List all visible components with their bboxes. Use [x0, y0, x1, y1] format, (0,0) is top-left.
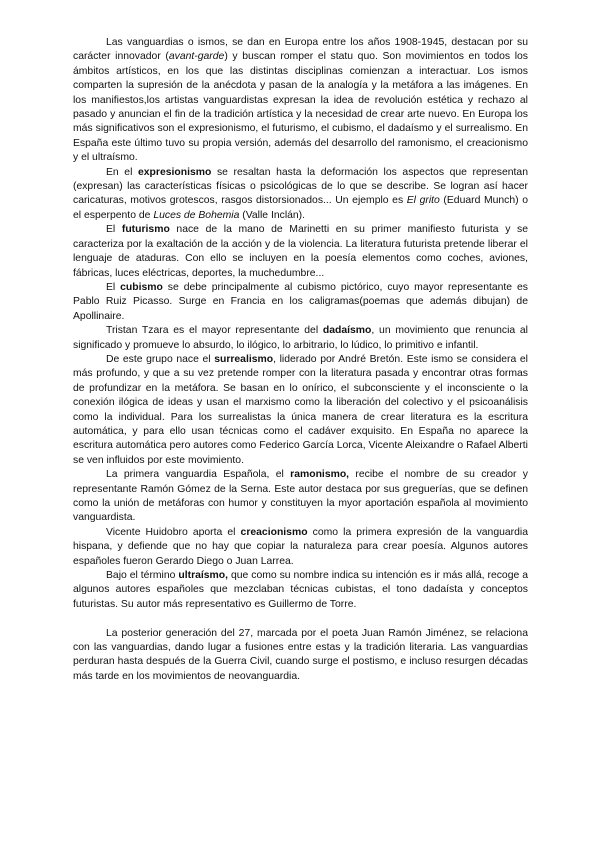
- italic-title: El grito: [406, 195, 440, 207]
- paragraph-ramonismo: [73, 468, 528, 526]
- text-span: , un movimiento que renuncia al significado y promueve lo absurdo, lo ilógico, lo arbitrario, lo lúdico, lo primitivo e infantil.: [73, 325, 528, 351]
- term-expresionismo: expresionismo: [138, 166, 212, 178]
- term-ultraismo: ultraísmo,: [178, 570, 229, 582]
- term-surrealismo: surrealismo: [214, 353, 274, 365]
- text-span: Tristan Tzara es el mayor representante del: [106, 325, 323, 337]
- text-span: La posterior generación del 27, marcada por el poeta Juan Ramón Jiménez, se relaciona con las vanguardias, dando lugar a fusiones entre estas y la tradición literaria. Las vanguardias perduran hasta después de la Guerra Civil, cuando surge el postismo, e incluso resurgen décadas más tarde en los movimientos de neovanguardia.: [73, 627, 528, 682]
- term-ramonismo: ramonismo,: [290, 469, 350, 481]
- document-page: [73, 36, 528, 684]
- paragraph-creacionismo: [73, 526, 528, 569]
- text-span: como la primera expresión de la vanguardia hispana, y defiende que no hay que copiar la naturaleza para crear poesía. Algunos autores españoles fueron Gerardo Diego o Juan Larrea.: [73, 526, 528, 567]
- text-span: (Valle Inclán).: [239, 209, 306, 221]
- text-span: En el: [106, 166, 138, 178]
- italic-term: avant-garde: [168, 51, 225, 63]
- paragraph-futurismo: [73, 223, 528, 281]
- paragraph-expresionismo: [73, 166, 528, 224]
- term-cubismo: cubismo: [120, 281, 163, 293]
- text-span: La primera vanguardia Española, el: [106, 469, 291, 481]
- text-span: nace de la mano de Marinetti en su primer manifiesto futurista y se caracteriza por la exaltación de la acción y de la violencia. La literatura futurista pretende liberar el lenguaje de ataduras. Con ello se incluyen en la poesía elementos como coches, aviones, fábricas, luces eléctricas, deportes, la muchedumbre...: [73, 224, 528, 279]
- paragraph-intro: [73, 36, 528, 166]
- term-futurismo: futurismo: [121, 224, 170, 236]
- paragraph-ultraismo: [73, 569, 528, 612]
- text-span: De este grupo nace el: [106, 353, 215, 365]
- paragraph-generacion-27: [73, 627, 528, 685]
- paragraph-surrealismo: [73, 353, 528, 468]
- term-creacionismo: creacionismo: [240, 526, 308, 538]
- italic-title: Luces de Bohemia: [153, 209, 240, 221]
- term-dadaismo: dadaísmo: [322, 325, 372, 337]
- paragraph-dadaismo: [73, 324, 528, 353]
- text-span: El: [106, 224, 122, 236]
- text-span: (Eduard Munch) o el esperpento de: [73, 195, 528, 221]
- text-span: Las vanguardias o ismos, se dan en Europa entre los años 1908-1945, destacan por su carácter innovador (: [73, 37, 528, 63]
- text-span: El: [106, 281, 121, 293]
- text-span: se debe principalmente al cubismo pictórico, cuyo mayor representante es Pablo Ruiz Picasso. Surge en Francia en los caligramas(poemas que además dibujan) de Apollinaire.: [73, 281, 528, 322]
- text-span: , liderado por André Bretón. Este ismo se considera el más profundo, y que a su vez pretende romper con la literatura pasada y encontrar otras formas de profundizar en la metáfora. Se basan en lo onírico, el subconsciente y el inconsciente o la conexión ilógica de ideas y usan el marxismo como la liberación del colectivo y el psicoanálisis como la individual. Para los surrealistas la única manera de crear literatura es la escritura automática, y para ello usan técnicas como el cadáver exquisito. En España no aparece la escritura automática pero autores como Federico García Lorca, Vicente Aleixandre o Rafael Alberti se ven influidos por este movimiento.: [73, 353, 528, 466]
- text-span: Vicente Huidobro aporta el: [106, 526, 241, 538]
- text-span: se resaltan hasta la deformación los aspectos que representan (expresan) las características físicas o psicológicas de lo que se describe. Se logran así hacer caricaturas, motivos grotescos, rasgos distorsionados... Un ejemplo es: [73, 166, 528, 207]
- text-span: recibe el nombre de su creador y representante Ramón Gómez de la Serna. Este autor destaca por sus greguerías, que se definen como la unión de metáforas con humor y constituyen la myor aportación española al movimiento vanguardista.: [73, 469, 528, 524]
- paragraph-cubismo: [73, 281, 528, 324]
- text-span: que como su nombre indica su intención es ir más allá, recoge a algunos autores españoles que mezclaban técnicas cubistas, el tono dadaísta y conceptos futuristas. Su autor más representativo es Guillermo de Torre.: [73, 570, 528, 610]
- text-span: Bajo el término: [106, 570, 179, 582]
- text-span: ) y buscan romper el statu quo. Son movimientos en todos los ámbitos artísticos, en los que las distintas disciplinas comienzan a interactuar. Los ismos comparten la supresión de la anécdota y pasan de la analogía y la metáfora a las imágenes. En los manifiestos,los artistas vanguardistas expresan la idea de revolución estética y rechazo al pasado y anuncian el fin de la tradición artística y la necesidad de crear arte nuevo. En Europa los más significativos son el expresionismo, el futurismo, el cubismo, el dadaísmo y el surrealismo. En España este último tuvo su propia versión, además del desarrollo del ramonismo, el creacionismo y el ultraísmo.: [73, 51, 529, 164]
